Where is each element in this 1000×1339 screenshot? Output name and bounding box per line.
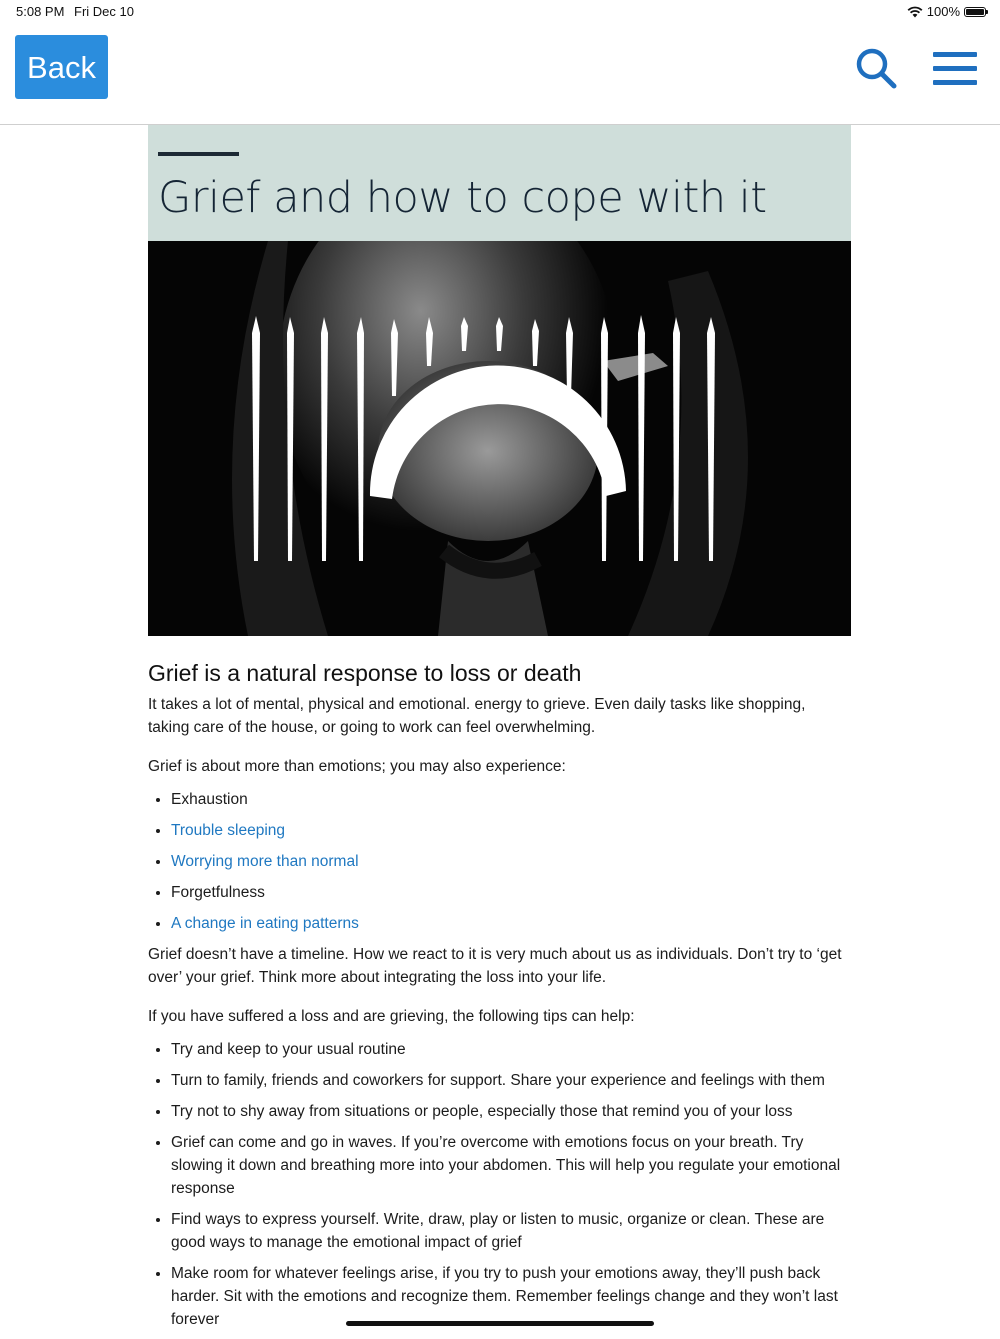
search-button[interactable] [852,44,900,92]
article [148,125,851,1339]
article-content [148,636,851,1331]
symptom-link-trouble-sleeping[interactable]: • Trouble sleeping [171,819,851,842]
search-icon [852,44,900,92]
wifi-icon [907,6,923,18]
status-date: Fri Dec 10 [74,4,134,19]
tip-item: • Try not to shy away from situations or people, especially those that remind you of your loss [171,1100,851,1123]
hero-header [148,125,851,241]
symptoms-list [148,788,851,935]
top-nav [0,24,1000,125]
tips-intro: If you have suffered a loss and are grieving, the following tips can help: [148,1008,635,1025]
timeline-paragraph: Grief doesn’t have a timeline. How we react to it is very much about us as individuals. Don’t try to ‘get over’ your grief. Think more about integrating the loss into your life. [148,946,842,986]
menu-button[interactable] [930,48,980,88]
tip-item: • Grief can come and go in waves. If you’re overcome with emotions focus on your breath. Try slowing it down and breathing more into your abdomen. This will help you regulate your emotional response [171,1131,851,1200]
hamburger-menu-icon [933,52,977,57]
symptom-link-eating-patterns[interactable]: • A change in eating patterns [171,912,851,935]
battery-percent: 100% [926,4,960,19]
tip-item: • Find ways to express yourself. Write, draw, play or listen to music, organize or clean. These are good ways to manage the emotional impact of grief [171,1208,851,1254]
hero-image [148,241,851,636]
back-button[interactable]: Back [15,35,108,99]
title-rule [158,152,239,156]
home-indicator[interactable] [346,1321,654,1326]
tip-item: • Turn to family, friends and coworkers for support. Share your experience and feelings with them [171,1069,851,1092]
section-heading: Grief is a natural response to loss or death [148,660,582,686]
intro-paragraph: It takes a lot of mental, physical and emotional. energy to grieve. Even daily tasks like shopping, taking care of the house, or going to work can feel overwhelming. [148,696,806,736]
tip-item: • Try and keep to your usual routine [171,1038,851,1061]
battery-icon [964,7,986,17]
status-indicators [907,4,986,19]
symptom-link-worrying[interactable]: • Worrying more than normal [171,850,851,873]
symptom-item: • Forgetfulness [171,881,851,904]
symptom-item: • Exhaustion [171,788,851,811]
experience-intro: Grief is about more than emotions; you may also experience: [148,758,566,775]
status-time: 5:08 PM [16,4,65,19]
status-bar [0,0,1000,24]
tips-list [148,1038,851,1331]
page-title: Grief and how to cope with it [158,173,767,223]
tip-item: • Make room for whatever feelings arise, if you try to push your emotions away, they’ll push back harder. Sit with the emotions and recognize them. Remember feelings change and they won’t last forever [171,1262,851,1331]
